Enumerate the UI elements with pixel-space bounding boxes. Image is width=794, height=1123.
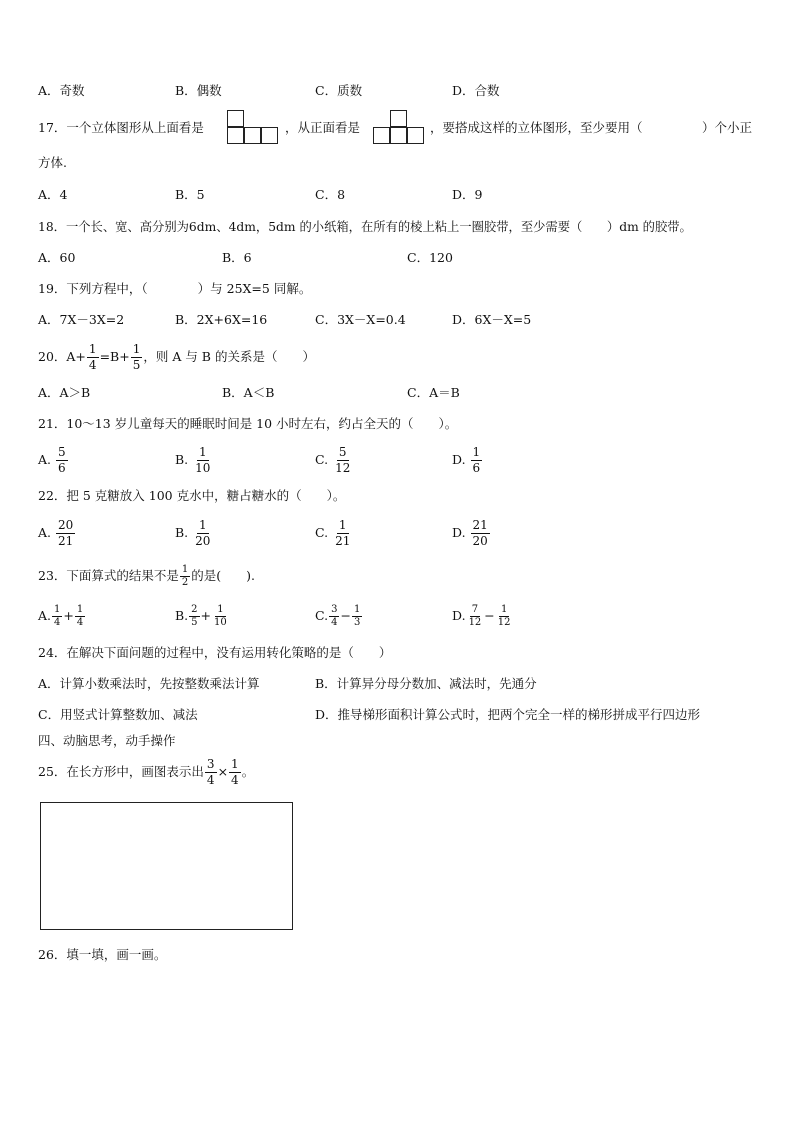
- q19-option-d: D．6X－X=5: [452, 312, 532, 327]
- q20-fraction-2: $\frac{1}{5}$: [132, 342, 141, 372]
- q16-option-d: D．合数: [452, 83, 500, 98]
- q24-option-d: D．推导梯形面积计算公式时，把两个完全一样的梯形拼成平行四边形: [315, 707, 701, 722]
- q26-text: 26．填一填，画一画。: [38, 947, 167, 962]
- q22-option-d: D. $\frac{21}{20}$: [452, 518, 488, 548]
- q23-option-a: A. $\frac{1}{4}$ + $\frac{1}{4}$: [38, 604, 84, 628]
- q19-option-a: A．7X－3X=2: [38, 312, 125, 327]
- q24-text: 24．在解决下面问题的过程中，没有运用转化策略的是（ ）: [38, 645, 392, 660]
- q17-option-a: A．4: [38, 187, 68, 202]
- q17-text-3: ，要搭成这样的立体图形，至少要用（: [430, 120, 643, 135]
- q22-option-b: B. $\frac{1}{20}$: [175, 518, 211, 548]
- q16-option-a: A．奇数: [38, 83, 85, 98]
- q17-option-d: D．9: [452, 187, 483, 202]
- q17-text-5: 方体.: [38, 155, 67, 170]
- q20-option-c: C．A＝B: [407, 385, 460, 400]
- q22-option-c: C. $\frac{1}{21}$: [315, 518, 351, 548]
- q17-text-1: 17．一个立体图形从上面看是: [38, 120, 204, 135]
- q24-option-c: C．用竖式计算整数加、减法: [38, 707, 198, 722]
- q21-option-d: D. $\frac{1}{6}$: [452, 445, 481, 475]
- q19-option-c: C．3X－X=0.4: [315, 312, 406, 327]
- q19-option-b: B．2X+6X=16: [175, 312, 268, 327]
- q21-option-c: C. $\frac{5}{12}$: [315, 445, 351, 475]
- q23-text: 23．下面算式的结果不是 $\frac{1}{2}$ 的是( ).: [38, 564, 256, 588]
- q22-option-a: A. $\frac{20}{21}$: [38, 518, 74, 548]
- q21-option-a: A. $\frac{5}{6}$: [38, 445, 66, 475]
- q22-text: 22．把 5 克糖放入 100 克水中，糖占糖水的（ ）。: [38, 488, 346, 503]
- q17-front-view-figure: [373, 110, 429, 146]
- section-heading: 四、动脑思考，动手操作: [38, 733, 176, 748]
- q20-option-a: A．A＞B: [38, 385, 91, 400]
- q24-option-b: B．计算异分母分数加、减法时，先通分: [315, 676, 537, 691]
- q25-text: 25．在长方形中，画图表示出 $\frac{3}{4}$ × $\frac{1}{4}$ 。: [38, 757, 255, 787]
- q17-top-view-figure: [227, 110, 283, 146]
- q19-text: 19．下列方程中，（ ）与 25X=5 同解。: [38, 281, 312, 296]
- q16-option-b: B．偶数: [175, 83, 222, 98]
- q23-option-c: C. $\frac{3}{4}$ − $\frac{1}{3}$: [315, 604, 361, 628]
- q18-option-c: C．120: [407, 250, 453, 265]
- q24-option-a: A．计算小数乘法时，先按整数乘法计算: [38, 676, 260, 691]
- q18-option-b: B．6: [222, 250, 252, 265]
- q17-option-b: B．5: [175, 187, 205, 202]
- q20-text: 20．A+ $\frac{1}{4}$ =B+ $\frac{1}{5}$ ，则 A 与 B 的关系是（ ）: [38, 342, 315, 372]
- q23-option-b: B. $\frac{2}{5}$ + $\frac{1}{10}$: [175, 604, 227, 628]
- q16-option-c: C．质数: [315, 83, 363, 98]
- q20-option-b: B．A＜B: [222, 385, 275, 400]
- q25-drawing-rectangle[interactable]: [40, 802, 293, 930]
- q21-option-b: B. $\frac{1}{10}$: [175, 445, 211, 475]
- q21-text: 21．10～13 岁儿童每天的睡眠时间是 10 小时左右，约占全天的（ ）。: [38, 416, 458, 431]
- q17-option-c: C．8: [315, 187, 346, 202]
- q20-fraction-1: $\frac{1}{4}$: [88, 342, 97, 372]
- q23-option-d: D. $\frac{7}{12}$ − $\frac{1}{12}$: [452, 604, 511, 628]
- q18-text: 18．一个长、宽、高分别为6dm、4dm，5dm 的小纸箱，在所有的棱上粘上一圈胶带，至少需要（ ）dm 的胶带。: [38, 220, 692, 234]
- q18-option-a: A．60: [38, 250, 76, 265]
- q17-text-2: ，从正面看是: [285, 120, 361, 135]
- q17-text-4: ）个小正: [702, 120, 753, 135]
